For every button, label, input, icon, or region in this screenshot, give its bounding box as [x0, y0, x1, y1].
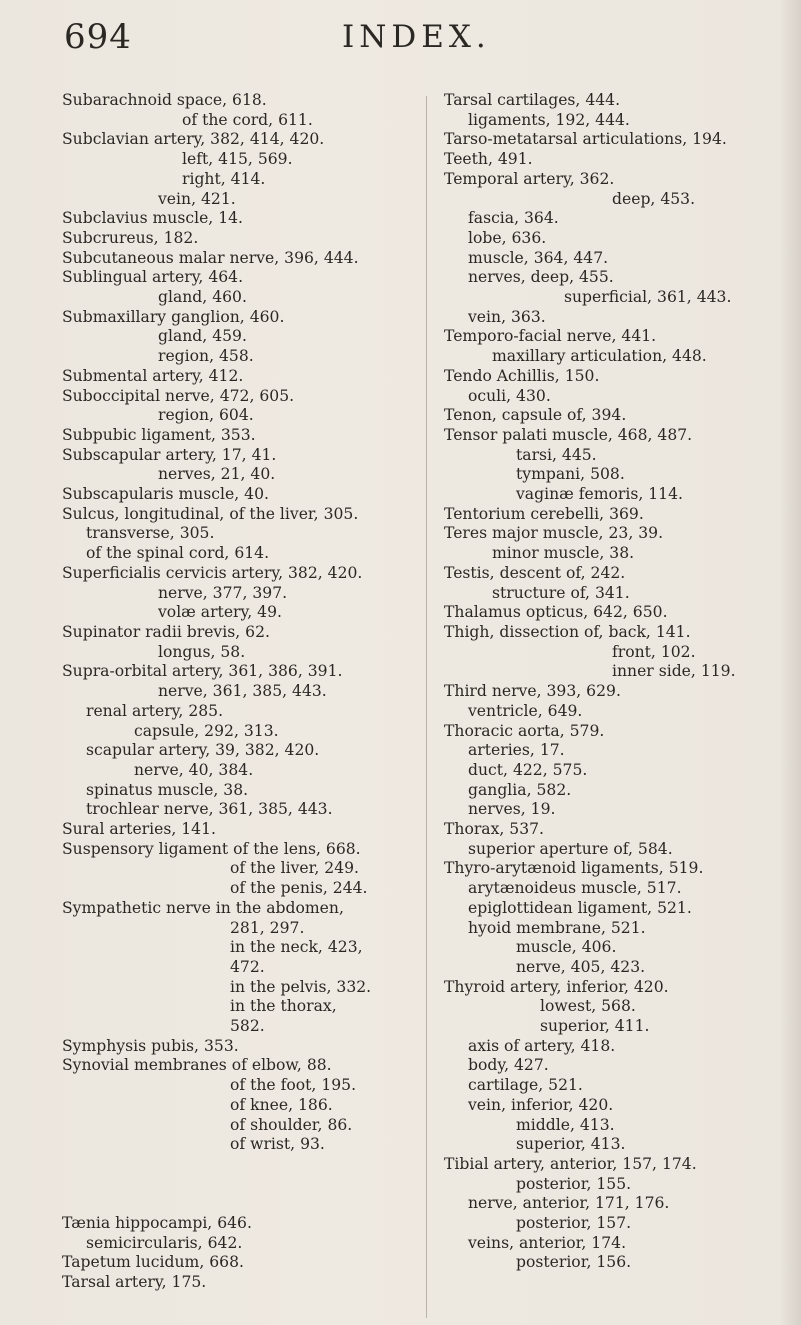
- index-column-right: [444, 91, 794, 1273]
- index-subentry: gland, 459.: [158, 327, 247, 346]
- index-subentry: middle, 413.: [516, 1115, 615, 1134]
- index-subentry: vein, 363.: [468, 307, 546, 326]
- index-entry: Subclavius muscle, 14.: [62, 209, 244, 228]
- index-subentry: cartilage, 521.: [468, 1076, 583, 1095]
- index-subentry: epiglottidean ligament, 521.: [468, 898, 692, 917]
- index-entry: Sympathetic nerve in the abdomen,: [62, 898, 344, 917]
- index-subentry: trochlear nerve, 361, 385, 443.: [86, 800, 333, 819]
- index-subentry: posterior, 157.: [516, 1214, 632, 1233]
- index-subentry: nerves, deep, 455.: [468, 268, 614, 287]
- index-subentry: superior, 413.: [516, 1135, 626, 1154]
- index-entry: Temporal artery, 362.: [444, 169, 615, 188]
- index-subentry: renal artery, 285.: [86, 701, 224, 720]
- index-entry: Teeth, 491.: [444, 150, 533, 169]
- index-subentry: structure of, 341.: [492, 583, 630, 602]
- index-subentry: volæ artery, 49.: [158, 603, 282, 622]
- index-subentry: posterior, 155.: [516, 1174, 632, 1193]
- index-subentry: front, 102.: [612, 642, 696, 661]
- index-subentry: in the pelvis, 332.: [230, 977, 372, 996]
- index-subentry: scapular artery, 39, 382, 420.: [86, 741, 320, 760]
- index-entry: Subscapularis muscle, 40.: [62, 485, 269, 504]
- index-subentry: oculi, 430.: [468, 386, 551, 405]
- index-subentry: hyoid membrane, 521.: [468, 918, 646, 937]
- index-entry: Thorax, 537.: [444, 820, 545, 839]
- index-subentry: minor muscle, 38.: [492, 544, 635, 563]
- index-subentry: semicircularis, 642.: [86, 1233, 243, 1252]
- index-subentry: nerve, 40, 384.: [134, 760, 254, 779]
- index-subentry: lowest, 568.: [540, 997, 636, 1016]
- index-subentry: spinatus muscle, 38.: [86, 780, 249, 799]
- index-subentry: superior, 411.: [540, 1017, 650, 1036]
- index-entry: Sublingual artery, 464.: [62, 268, 244, 287]
- index-entry: Thalamus opticus, 642, 650.: [444, 603, 668, 622]
- page-number: 694: [64, 17, 132, 57]
- index-entry: Tenon, capsule of, 394.: [444, 406, 627, 425]
- index-subentry: vaginæ femoris, 114.: [516, 485, 683, 504]
- index-entry: Subcrureus, 182.: [62, 228, 199, 247]
- index-subentry: fascia, 364.: [468, 209, 559, 228]
- index-subentry: duct, 422, 575.: [468, 760, 588, 779]
- index-entry: Subcutaneous malar nerve, 396, 444.: [62, 248, 359, 267]
- index-entry: Tarsal artery, 175.: [62, 1273, 207, 1292]
- index-entry: Thyroid artery, inferior, 420.: [444, 977, 669, 996]
- index-subentry: capsule, 292, 313.: [134, 721, 279, 740]
- index-subentry: of shoulder, 86.: [230, 1115, 353, 1134]
- index-subentry: in the neck, 423,: [230, 938, 363, 957]
- index-subentry: axis of artery, 418.: [468, 1036, 616, 1055]
- index-entry: Teres major muscle, 23, 39.: [444, 524, 664, 543]
- index-subentry: muscle, 364, 447.: [468, 248, 609, 267]
- index-subentry: nerves, 21, 40.: [158, 465, 276, 484]
- index-subentry: gland, 460.: [158, 288, 247, 307]
- index-subentry: nerve, 377, 397.: [158, 583, 288, 602]
- index-entry: Temporo-facial nerve, 441.: [444, 327, 657, 346]
- index-subentry: posterior, 156.: [516, 1253, 632, 1272]
- index-subentry: maxillary articulation, 448.: [492, 347, 707, 366]
- index-subentry: of the penis, 244.: [230, 879, 368, 898]
- index-entry: Subclavian artery, 382, 414, 420.: [62, 130, 325, 149]
- index-subentry: lobe, 636.: [468, 228, 547, 247]
- index-subentry: veins, anterior, 174.: [468, 1233, 627, 1252]
- index-subentry: body, 427.: [468, 1056, 549, 1075]
- index-subentry: right, 414.: [182, 169, 266, 188]
- index-entry: Thyro-arytænoid ligaments, 519.: [444, 859, 704, 878]
- index-entry: Tendo Achillis, 150.: [444, 366, 600, 385]
- page-title: INDEX.: [342, 19, 491, 55]
- index-subentry: of the foot, 195.: [230, 1076, 357, 1095]
- index-subentry: region, 604.: [158, 406, 254, 425]
- index-entry: Submental artery, 412.: [62, 366, 244, 385]
- index-subentry: of the spinal cord, 614.: [86, 544, 270, 563]
- index-subentry: 582.: [230, 1017, 265, 1036]
- index-subentry: superficial, 361, 443.: [564, 288, 732, 307]
- index-subentry: transverse, 305.: [86, 524, 215, 543]
- index-entry: Tarso-metatarsal articulations, 194.: [444, 130, 727, 149]
- index-subentry: of the cord, 611.: [182, 110, 313, 129]
- index-subentry: tympani, 508.: [516, 465, 625, 484]
- index-entry: Synovial membranes of elbow, 88.: [62, 1056, 332, 1075]
- index-entry: Suboccipital nerve, 472, 605.: [62, 386, 295, 405]
- index-subentry: vein, 421.: [158, 189, 236, 208]
- index-entry: Superficialis cervicis artery, 382, 420.: [62, 563, 363, 582]
- index-subentry: superior aperture of, 584.: [468, 839, 673, 858]
- index-entry: Subscapular artery, 17, 41.: [62, 445, 277, 464]
- index-subentry: inner side, 119.: [612, 662, 736, 681]
- index-subentry: of knee, 186.: [230, 1095, 333, 1114]
- index-subentry: 281, 297.: [230, 918, 305, 937]
- index-entry: Tensor palati muscle, 468, 487.: [444, 425, 693, 444]
- index-entry: Thigh, dissection of, back, 141.: [444, 622, 691, 641]
- index-entry: Testis, descent of, 242.: [444, 563, 626, 582]
- index-subentry: nerve, 361, 385, 443.: [158, 682, 327, 701]
- index-entry: Tænia hippocampi, 646.: [62, 1213, 252, 1232]
- index-entry: Symphysis pubis, 353.: [62, 1036, 239, 1055]
- index-subentry: ganglia, 582.: [468, 780, 572, 799]
- index-subentry: tarsi, 445.: [516, 445, 597, 464]
- index-subentry: in the thorax,: [230, 997, 337, 1016]
- index-subentry: of wrist, 93.: [230, 1135, 325, 1154]
- index-subentry: longus, 58.: [158, 642, 246, 661]
- index-entry: Sulcus, longitudinal, of the liver, 305.: [62, 504, 359, 523]
- index-subentry: of the liver, 249.: [230, 859, 359, 878]
- index-column-left: [62, 91, 424, 1293]
- index-subentry: nerves, 19.: [468, 800, 556, 819]
- index-entry: Tapetum lucidum, 668.: [62, 1253, 244, 1272]
- index-subentry: muscle, 406.: [516, 938, 617, 957]
- index-entry: Supinator radii brevis, 62.: [62, 622, 270, 641]
- section-gap: [62, 1155, 424, 1214]
- index-entry: Suspensory ligament of the lens, 668.: [62, 839, 361, 858]
- index-subentry: arteries, 17.: [468, 741, 565, 760]
- index-subentry: arytænoideus muscle, 517.: [468, 879, 682, 898]
- index-subentry: 472.: [230, 957, 265, 976]
- index-subentry: ventricle, 649.: [468, 701, 583, 720]
- index-entry: Third nerve, 393, 629.: [444, 682, 621, 701]
- index-entry: Sural arteries, 141.: [62, 820, 216, 839]
- index-entry: Tibial artery, anterior, 157, 174.: [444, 1154, 697, 1173]
- index-subentry: nerve, 405, 423.: [516, 957, 646, 976]
- index-subentry: region, 458.: [158, 347, 254, 366]
- index-subentry: ligaments, 192, 444.: [468, 110, 630, 129]
- index-subentry: nerve, anterior, 171, 176.: [468, 1194, 670, 1213]
- index-entry: Thoracic aorta, 579.: [444, 721, 605, 740]
- index-subentry: deep, 453.: [612, 189, 696, 208]
- index-subentry: left, 415, 569.: [182, 150, 293, 169]
- index-entry: Subpubic ligament, 353.: [62, 425, 256, 444]
- index-entry: Subarachnoid space, 618.: [62, 91, 267, 109]
- index-entry: Tentorium cerebelli, 369.: [444, 504, 644, 523]
- index-entry: Supra-orbital artery, 361, 386, 391.: [62, 662, 343, 681]
- index-entry: Tarsal cartilages, 444.: [444, 91, 621, 109]
- column-divider: [426, 96, 427, 1318]
- index-entry: Submaxillary ganglion, 460.: [62, 307, 285, 326]
- index-subentry: vein, inferior, 420.: [468, 1095, 614, 1114]
